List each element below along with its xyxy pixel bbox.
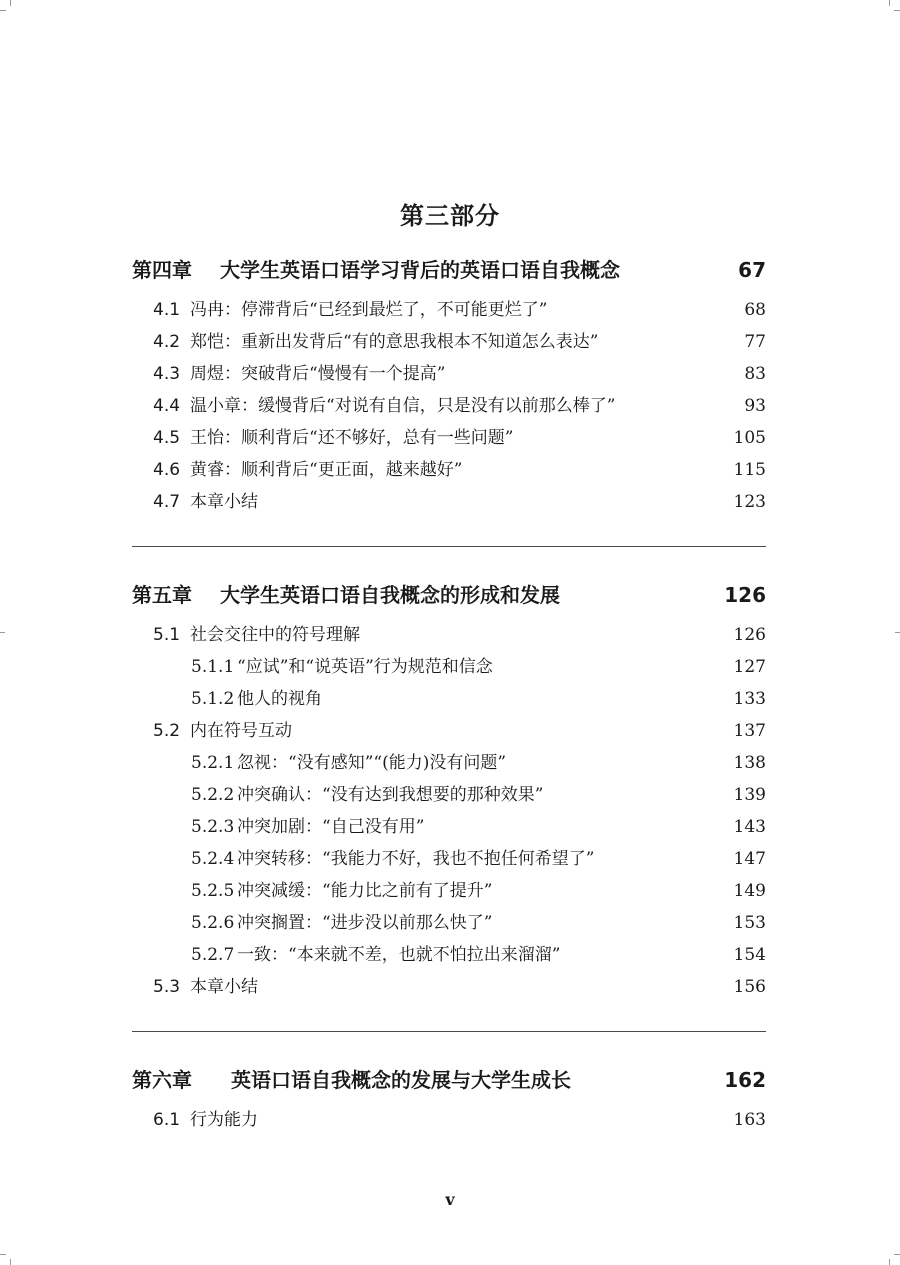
entry-number: 4.6: [153, 460, 181, 480]
crop-mark-bottom-left: [0, 1254, 6, 1255]
entry-page: 83: [744, 364, 766, 384]
entry-title: 忽视：“没有感知”“(能力)没有问题”: [237, 753, 507, 773]
entry-number: 5.2.2: [191, 785, 235, 805]
entry-page: 149: [733, 881, 766, 901]
entry-page: 127: [733, 657, 766, 677]
crop-mark-right-middle: [895, 632, 900, 633]
toc-subentry[interactable]: [0, 843, 766, 875]
entry-number: 5.2.5: [191, 881, 235, 901]
chapter-heading[interactable]: [132, 579, 766, 611]
entry-page: 139: [733, 785, 766, 805]
entry-page: 153: [733, 913, 766, 933]
entry-page: 126: [733, 625, 766, 645]
toc-subentry[interactable]: [0, 939, 766, 971]
toc-entry[interactable]: [0, 422, 766, 454]
entry-page: 77: [744, 332, 766, 352]
entry-title: 本章小结: [190, 492, 258, 512]
toc-subentry[interactable]: [0, 747, 766, 779]
entry-title: 他人的视角: [237, 689, 322, 709]
entry-number: 5.2: [153, 721, 181, 741]
crop-mark-top-right: [894, 10, 900, 11]
chapter-number: 第五章: [132, 583, 192, 607]
entry-number: 6.1: [153, 1110, 181, 1130]
entry-title: 一致：“本来就不差，也就不怕拉出来溜溜”: [237, 945, 561, 965]
entry-number: 4.5: [153, 428, 181, 448]
entry-number: 5.3: [153, 977, 181, 997]
toc-entry[interactable]: [0, 294, 766, 326]
toc-subentry[interactable]: [0, 683, 766, 715]
entry-page: 133: [733, 689, 766, 709]
toc-subentry[interactable]: [0, 779, 766, 811]
toc-entry[interactable]: [0, 326, 766, 358]
crop-mark-top-left: [0, 10, 6, 11]
entry-title: 社会交往中的符号理解: [190, 625, 360, 645]
entry-title: 王怡：顺利背后“还不够好，总有一些问题”: [190, 428, 514, 448]
entry-page: 123: [733, 492, 766, 512]
entry-page: 105: [733, 428, 766, 448]
toc-subentry[interactable]: [0, 875, 766, 907]
entry-page: 143: [733, 817, 766, 837]
toc-entry[interactable]: [0, 486, 766, 518]
entry-number: 5.2.4: [191, 849, 235, 869]
entry-number: 5.2.6: [191, 913, 235, 933]
entry-page: 138: [733, 753, 766, 773]
entry-page: 68: [744, 300, 766, 320]
entry-number: 4.3: [153, 364, 181, 384]
toc-entry[interactable]: [0, 715, 766, 747]
entry-number: 4.2: [153, 332, 181, 352]
entry-page: 154: [733, 945, 766, 965]
toc-subentry[interactable]: [0, 907, 766, 939]
entry-number: 4.1: [153, 300, 181, 320]
entry-title: 周煜：突破背后“慢慢有一个提高”: [190, 364, 446, 384]
chapter-page: 126: [724, 583, 766, 607]
chapter-heading[interactable]: [132, 1064, 766, 1096]
chapter-title: 大学生英语口语学习背后的英语口语自我概念: [220, 258, 620, 282]
entry-number: 5.1.1: [191, 657, 235, 677]
crop-mark-top-right: [889, 0, 890, 6]
entry-title: 黄睿：顺利背后“更正面，越来越好”: [190, 460, 463, 480]
toc-entry[interactable]: [0, 1104, 766, 1136]
entry-number: 5.2.7: [191, 945, 235, 965]
crop-mark-bottom-right: [889, 1259, 890, 1265]
entry-title: 冲突加剧：“自己没有用”: [237, 817, 425, 837]
entry-title: 冲突转移：“我能力不好，我也不抱任何希望了”: [237, 849, 595, 869]
crop-mark-bottom-right: [894, 1254, 900, 1255]
entry-page: 147: [733, 849, 766, 869]
toc-entry[interactable]: [0, 619, 766, 651]
chapter-title: 大学生英语口语自我概念的形成和发展: [220, 583, 560, 607]
entry-number: 4.7: [153, 492, 181, 512]
entry-page: 163: [733, 1110, 766, 1130]
entry-title: 冲突确认：“没有达到我想要的那种效果”: [237, 785, 544, 805]
entry-title: 行为能力: [190, 1110, 258, 1130]
entry-title: “应试”和“说英语”行为规范和信念: [237, 657, 493, 677]
toc-entry[interactable]: [0, 454, 766, 486]
entry-number: 5.2.1: [191, 753, 235, 773]
chapter-page: 162: [724, 1068, 766, 1092]
chapter-heading[interactable]: [132, 254, 766, 286]
chapter-number: 第六章: [132, 1068, 192, 1092]
toc-subentry[interactable]: [0, 811, 766, 843]
toc-entry[interactable]: [0, 971, 766, 1003]
toc-entry[interactable]: [0, 390, 766, 422]
entry-page: 115: [733, 460, 766, 480]
chapter-title: 英语口语自我概念的发展与大学生成长: [231, 1068, 571, 1092]
entry-title: 内在符号互动: [190, 721, 292, 741]
crop-mark-bottom-left: [10, 1259, 11, 1265]
entry-title: 本章小结: [190, 977, 258, 997]
chapter-divider: [132, 1031, 766, 1032]
entry-page: 156: [733, 977, 766, 997]
entry-page: 137: [733, 721, 766, 741]
entry-title: 冲突搁置：“进步没以前那么快了”: [237, 913, 493, 933]
entry-title: 郑恺：重新出发背后“有的意思我根本不知道怎么表达”: [190, 332, 599, 352]
chapter-page: 67: [738, 258, 766, 282]
entry-number: 5.1.2: [191, 689, 235, 709]
toc-entry[interactable]: [0, 358, 766, 390]
page-number: v: [445, 1190, 455, 1209]
entry-title: 冲突减缓：“能力比之前有了提升”: [237, 881, 493, 901]
chapter-number: 第四章: [132, 258, 192, 282]
entry-number: 4.4: [153, 396, 181, 416]
chapter-divider: [132, 546, 766, 547]
entry-title: 温小章：缓慢背后“对说有自信，只是没有以前那么棒了”: [190, 396, 616, 416]
entry-title: 冯冉：停滞背后“已经到最烂了，不可能更烂了”: [190, 300, 548, 320]
entry-number: 5.1: [153, 625, 181, 645]
crop-mark-top-left: [10, 0, 11, 6]
toc-subentry[interactable]: [0, 651, 766, 683]
entry-page: 93: [744, 396, 766, 416]
entry-number: 5.2.3: [191, 817, 235, 837]
part-title: 第三部分: [400, 201, 500, 230]
